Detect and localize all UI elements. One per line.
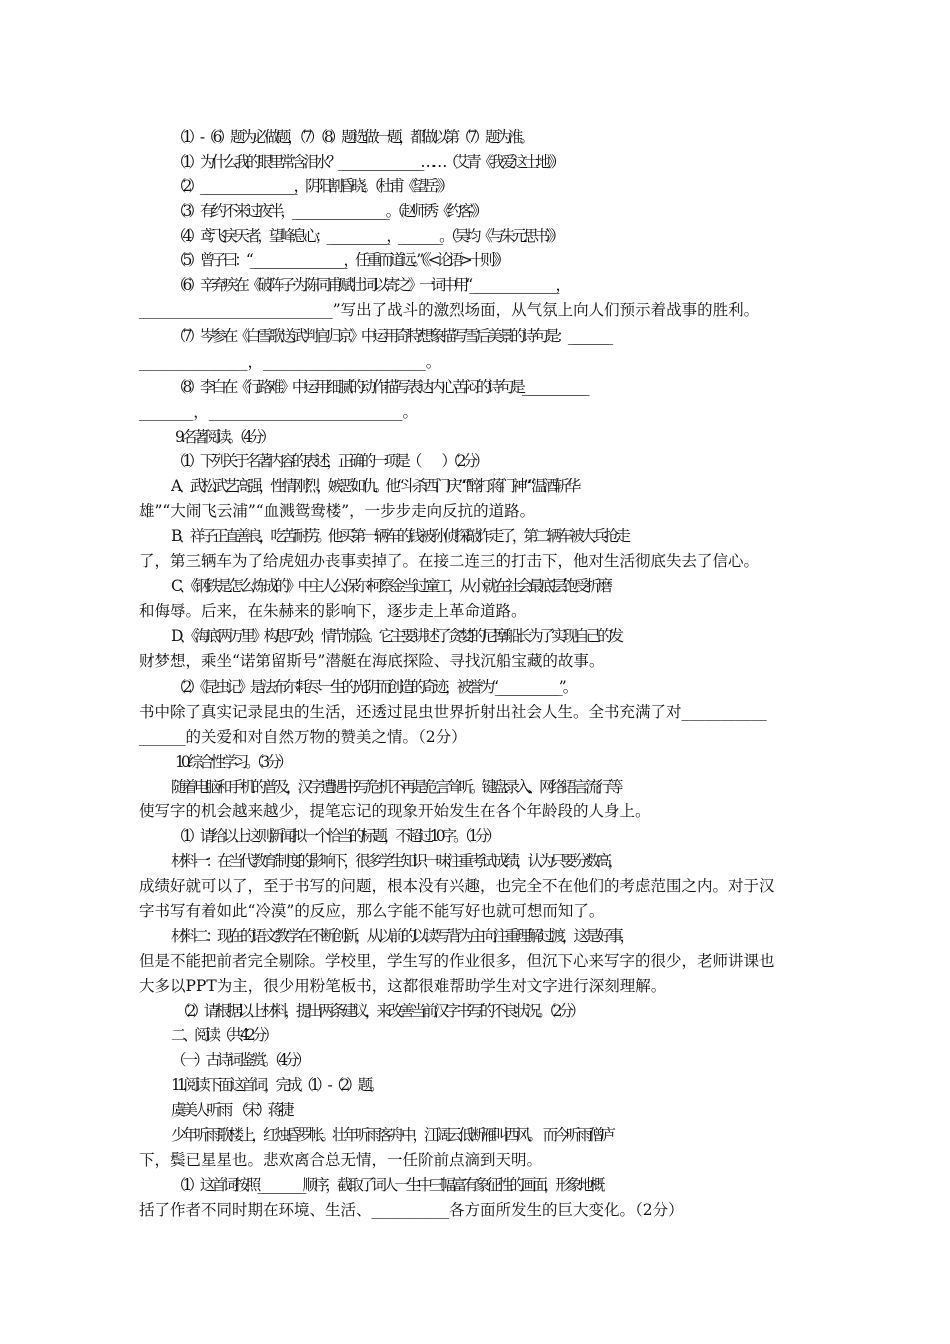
news-paragraph-cont-line: 使写字的机会越来越少，提笔忘记的现象开始发生在各个年龄段的人身上。 <box>139 802 651 820</box>
question-8-cont-line: _______，_________________________。 <box>139 403 419 421</box>
instruction-line: （1）-（6）题为必做题，（7）（8）题选做一题，都做以第（7）题为准。 <box>171 128 532 146</box>
question-9-1-line: （1）下列关于名著内容的表述，正确的一项是（ ）（2分） <box>171 452 486 470</box>
question-10-2-line: （2）请根据以上材料，提出两条建议，来改善当前汉字书写的不良状况。（2分） <box>175 1002 582 1020</box>
question-9-2-end-line: ______的关爱和对自然万物的赞美之情。（2分） <box>139 728 467 746</box>
section-9-heading: 9.名著阅读。（4分） <box>175 428 272 446</box>
option-d-cont-line: 财梦想，乘坐“诺第留斯号”潜艇在海底探险、寻找沉船宝藏的故事。 <box>139 652 605 670</box>
question-1-line: （1）为什么我的眼里常含泪水？______________________……（艾青《我爱这土地》） <box>171 153 563 171</box>
question-8-line: （8）李白在《行路难》中运用细腻的动作描写表达内心苦闷的诗句是_________________ <box>171 378 586 396</box>
option-a-line: A、武松武艺高强，性情刚烈，嫉恶如仇。他“斗杀西门庆”“醉打蒋门神”“温酒斩华 <box>171 477 578 495</box>
question-5-line: （5）曾子曰：“_________________________，任重而道远。”（《<论语>十则》） <box>171 251 507 269</box>
question-7-line: （7）岑参在《白雪歌送武判官归京》中运用奇特想象描写雪后美景的诗句是：___________ <box>171 327 610 345</box>
question-11-line: 11.阅读下面这首词，完成（1）-（2）题。 <box>171 1076 381 1094</box>
material-1-cont-line: 成绩好就可以了，至于书写的问题，根本没有兴趣，也完全不在他们的考虑范围之内。对于汉 <box>139 877 775 895</box>
option-c-cont-line: 和侮辱。后来，在朱赫来的影响下，逐步走上革命道路。 <box>139 602 527 620</box>
question-6-cont-line: _________________________”写出了战斗的激烈场面，从气氛上向人们预示着战事的胜利。 <box>139 301 760 319</box>
section-reading-heading: 二、阅读（共42分） <box>171 1026 275 1044</box>
question-4-line: （4）鸢飞戾天者，望峰息心；________________，___________。（吴均《与朱元思书》） <box>171 227 562 245</box>
material-2-line: 材料二：现在的语文教学在不断创新，从以前的以读写背为主向注重理解过渡，这是好事， <box>171 927 632 945</box>
option-c-line: C、《钢铁是怎么炼成的》中主人公保尔·柯察金当过童工，从小就在社会最底层饱受折磨 <box>171 577 610 595</box>
material-2-end-line: 大多以PPT为主，很少用粉笔板书，这都很难帮助学生对文字进行深刻理解。 <box>139 977 667 995</box>
poem-body-line: 少年听雨歌楼上，红烛昏罗帐。壮年听雨客舟中，江阔云低断雁叫西风。 而今听雨僧庐 <box>171 1126 612 1144</box>
material-2-cont-line: 但是不能把前者完全剔除。学校里，学生写的作业很多，但沉下心来写字的很少，老师讲课也 <box>139 952 775 970</box>
material-1-end-line: 字书写有着如此“冷漠”的反应，那么字能不能写好也就可想而知了。 <box>139 902 605 920</box>
question-11-1-cont-line: 括了作者不同时期在环境、生活、__________各方面所发生的巨大变化。（2分） <box>139 1201 684 1219</box>
question-3-line: （3）有约不来过夜半，_________________________。（赵师秀《约客》） <box>171 202 486 220</box>
option-b-cont-line: 了，第三辆车为了给虎妞办丧事卖掉了。在接二连三的打击下，他对生活彻底失去了信心。 <box>139 552 760 570</box>
question-11-1-line: （1）这首词按照____________顺序，截取了词人一生中三幅富有象征性的画面，形象地概 <box>171 1176 602 1194</box>
question-10-1-line: （1）请给以上这则新闻拟一个恰当的标题，不超过10字。（1分） <box>171 827 498 845</box>
question-6-line: （6）辛弃疾在《破阵子·为陈同甫赋壮词以寄之》一词中用“_______________________， <box>171 276 567 294</box>
option-a-cont-line: 雄”“大闹飞云浦”“血溅鸳鸯楼”，一步步走向反抗的道路。 <box>139 502 536 520</box>
option-b-line: B、祥子正直善良，吃苦耐劳。他买第一辆车的钱被孙侦探敲诈走了，第二辆车被大兵抢走 <box>171 527 627 545</box>
question-9-2-cont-line: 书中除了真实记录昆虫的生活，还透过昆虫世界折射出社会人生。全书充满了对___________ <box>139 703 767 721</box>
option-d-line: D、《海底两万里》构思巧妙，情节惊险。它主要讲述了贪婪的尼摩船长为了实现自己的发 <box>171 627 621 645</box>
poem-body-cont-line: 下，鬓已星星也。悲欢离合总无情，一任阶前点滴到天明。 <box>139 1151 543 1169</box>
section-10-heading: 10.综合性学习。（3分） <box>175 753 290 771</box>
news-paragraph-line: 随着电脑和手机的普及，汉字遭遇书写危机不再是危言耸听。键盘录入、网络语言流行等 <box>171 778 620 796</box>
question-7-cont-line: ______________，_____________________。 <box>139 353 442 371</box>
subsection-poetry-heading: （一）古诗词鉴赏。（4分） <box>171 1051 308 1069</box>
question-9-2-line: （2）《昆虫记》是法布尔耗尽一生的光阴而创造的奇迹，被誉为“_________________”。 <box>171 678 575 696</box>
poem-title-line: 虞美人·听雨 （宋）蒋捷 <box>171 1101 291 1119</box>
question-2-line: （2）_________________________，阴阳割昏晓。（杜甫《望岳》） <box>171 177 451 195</box>
material-1-line: 材料一：在当代教育制度的影响下，很多学生知识一味注重考试成绩，认为只要分数高， <box>171 852 620 870</box>
